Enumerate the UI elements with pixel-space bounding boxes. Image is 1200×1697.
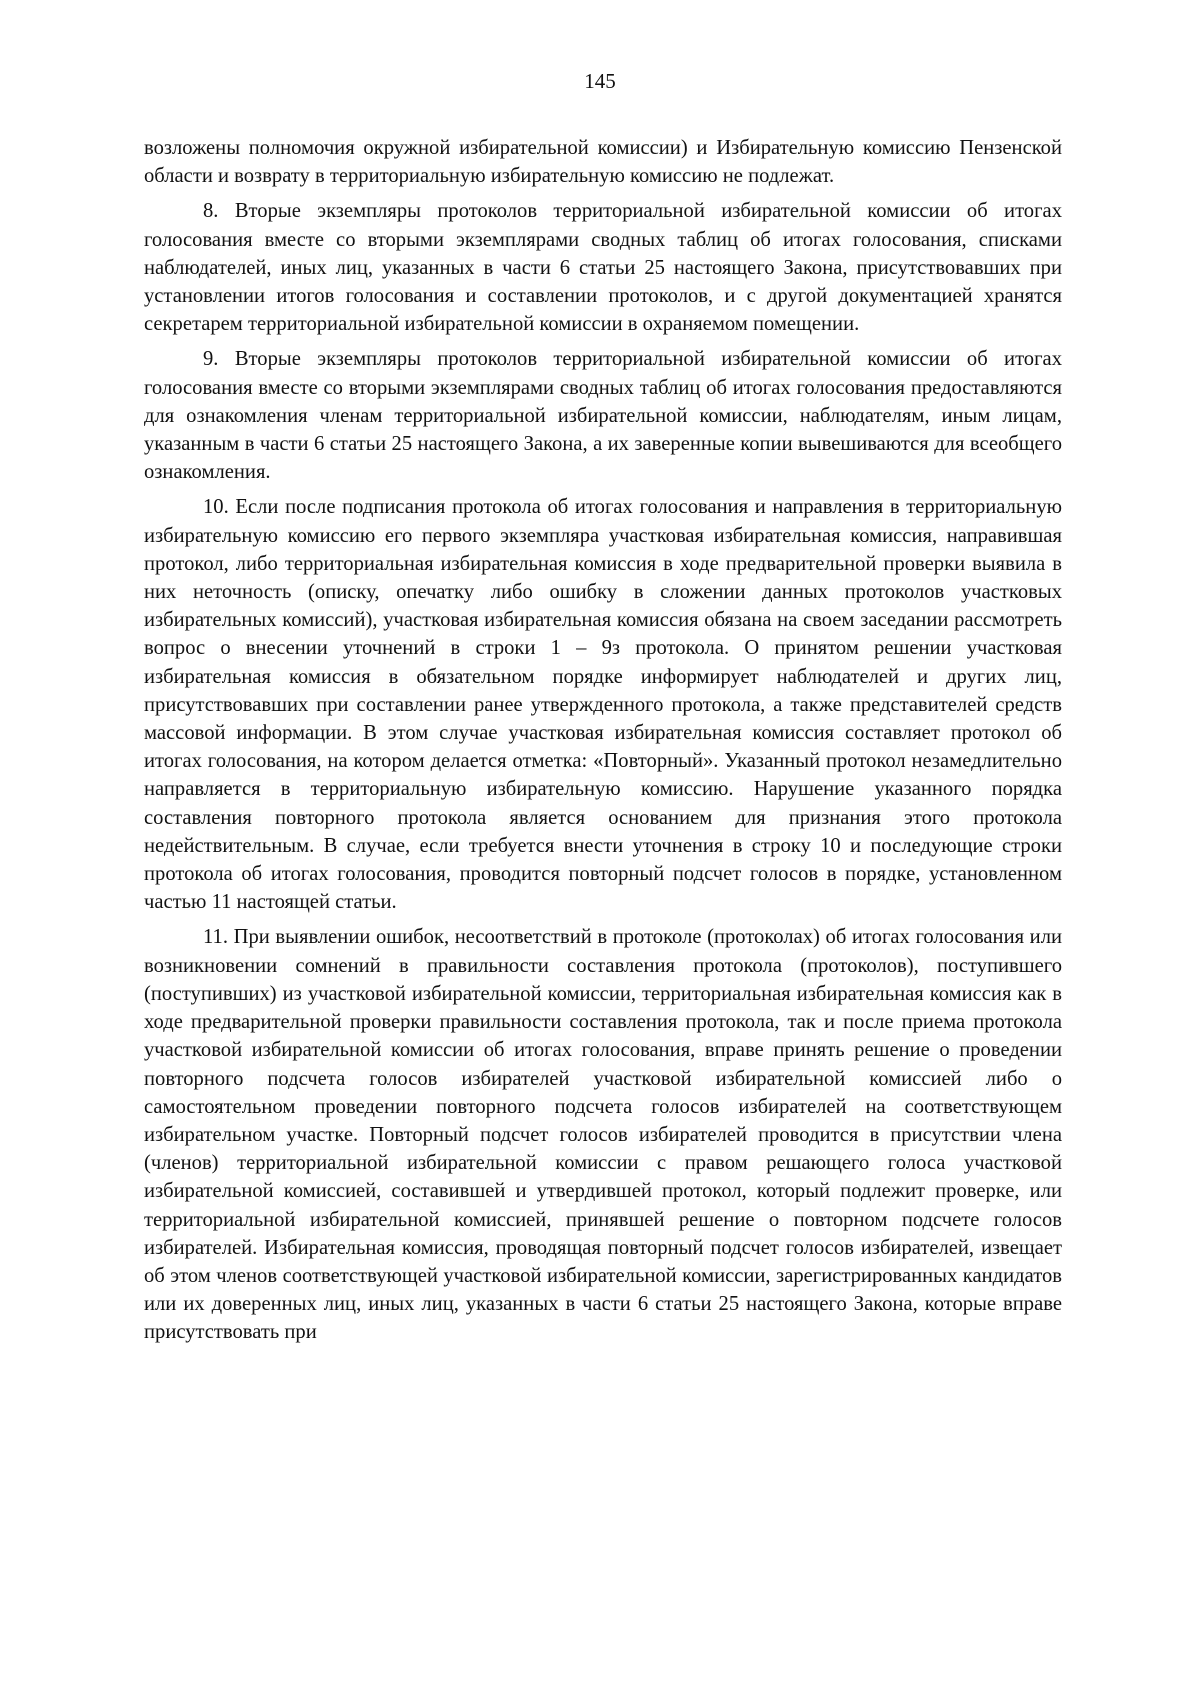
paragraph-continuation: возложены полномочия окружной избирательной комиссии) и Избирательную комиссию Пензенской области и возврату в территориальную избирательную комиссию не подлежат. — [144, 137, 1062, 188]
paragraph-11: 11. При выявлении ошибок, несоответствий в протоколе (протоколах) об итогах голосования или возникновении сомнений в правильности составления протокола (протоколов), поступившего (поступивших) из участковой избирательной комиссии, территориальная избирательная комиссия как в ходе предварительной проверки правильности составления протокола, так и после приема протокола участковой избирательной комиссии об итогах голосования, вправе принять решение о проведении повторного подсчета голосов избирателей участковой избирательной комиссией либо о самостоятельном проведении повторного подсчета голосов избирателей на соответствующем избирательном участке. Повторный подсчет голосов избирателей проводится в присутствии члена (членов) территориальной избирательной комиссии с правом решающего голоса участковой избирательной комиссией, составившей и утвердившей протокол, который подлежит проверке, или территориальной избирательной комиссией, принявшей решение о повторном подсчете голосов избирателей. Избирательная комиссия, проводящая повторный подсчет голосов избирателей, извещает об этом членов соответствующей участковой избирательной комиссии, зарегистрированных кандидатов или их доверенных лиц, иных лиц, указанных в части 6 статьи 25 настоящего Закона, которые вправе присутствовать при — [144, 926, 1062, 1344]
paragraph-9: 9. Вторые экземпляры протоколов территориальной избирательной комиссии об итогах голосования вместе со вторыми экземплярами сводных таблиц об итогах голосования предоставляются для ознакомления членам территориальной избирательной комиссии, наблюдателям, иным лицам, указанным в части 6 статьи 25 настоящего Закона, а их заверенные копии вывешиваются для всеобщего ознакомления. — [144, 348, 1062, 484]
page-number: 145 — [584, 69, 616, 93]
paragraph-8: 8. Вторые экземпляры протоколов территориальной избирательной комиссии об итогах голосования вместе со вторыми экземплярами сводных таблиц об итогах голосования, списками наблюдателей, иных лиц, указанных в части 6 статьи 25 настоящего Закона, присутствовавших при установлении итогов голосования и составлении протоколов, и с другой документацией хранятся секретарем территориальной избирательной комиссии в охраняемом помещении. — [144, 200, 1062, 336]
paragraph-10: 10. Если после подписания протокола об итогах голосования и направления в территориальную избирательную комиссию его первого экземпляра участковая избирательная комиссия, направившая протокол, либо территориальная избирательная комиссия в ходе предварительной проверки выявила в них неточность (описку, опечатку либо ошибку в сложении данных протоколов участковых избирательных комиссий), участковая избирательная комиссия обязана на своем заседании рассмотреть вопрос о внесении уточнений в строки 1 – 9з протокола. О принятом решении участковая избирательная комиссия в обязательном порядке информирует наблюдателей и других лиц, присутствовавших при составлении ранее утвержденного протокола, а также представителей средств массовой информации. В этом случае участковая избирательная комиссия составляет протокол об итогах голосования, на котором делается отметка: «Повторный». Указанный протокол незамедлительно направляется в территориальную избирательную комиссию. Нарушение указанного порядка составления повторного протокола является основанием для признания этого протокола недействительным. В случае, если требуется внести уточнения в строку 10 и последующие строки протокола об итогах голосования, проводится повторный подсчет голосов в порядке, установленном частью 11 настоящей статьи. — [144, 496, 1062, 914]
document-body — [144, 134, 1062, 1354]
